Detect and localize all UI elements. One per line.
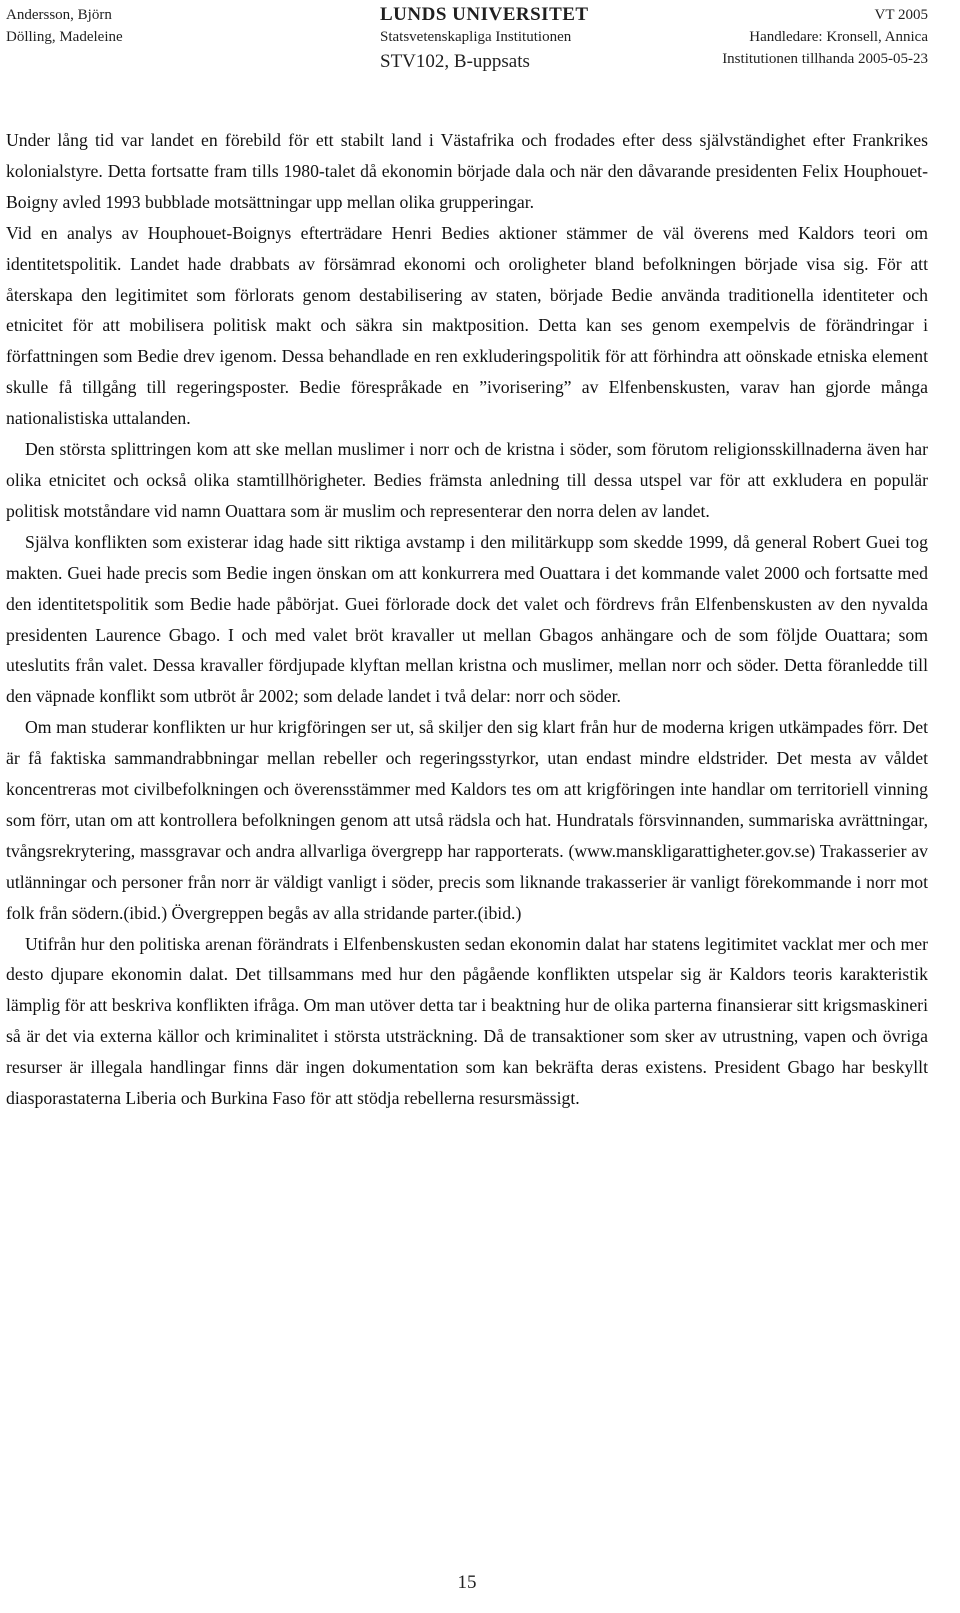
department-name: Statsvetenskapliga Institutionen xyxy=(380,29,572,45)
course-code: STV102, B-uppsats xyxy=(380,51,530,72)
supervisor: Handledare: Kronsell, Annica xyxy=(749,29,928,45)
paragraph: Under lång tid var landet en förebild för ett stabilt land i Västafrika och frodades efter dess självständighet efter Frankrikes kolonialstyre. Detta fortsatte fram tills 1980-talet då ekonomin började dala och när den dåvarande presidenten Felix Houphouet-Boigny avled 1993 bubblade motsättningar upp mellan olika grupperingar. xyxy=(6,130,928,212)
submission-date: Institutionen tillhanda 2005-05-23 xyxy=(722,51,928,67)
header-authors xyxy=(6,4,123,48)
paragraph: Vid en analys av Houphouet-Boignys efterträdare Henri Bedies aktioner stämmer de väl överens med Kaldors teori om identitetspolitik. Landet hade drabbats av försämrad ekonomi och oroligheter bland befolkningen började visa sig. För att återskapa den legitimitet som förlorats genom destabilisering av staten, började Bedie använda traditionella identiteter och etnicitet för att mobilisera politisk makt och säkra sin maktposition. Detta kan ses genom exempelvis de förändringar i författningen som Bedie drev igenom. Dessa behandlade en ren exkluderingspolitik för att förhindra att oönskade etniska element skulle få tillgång till regeringsposter. Bedie förespråkade en ”ivorisering” av Elfenbenskusten, varav han gjorde många nationalistiska uttalanden. xyxy=(6,222,928,429)
paragraph: Om man studerar konflikten ur hur krigföringen ser ut, så skiljer den sig klart från hur de moderna krigen utkämpades förr. Det är få faktiska sammandrabbningar mellan rebeller och regeringsstyrkor, utan endast mindre eldstrider. Det mesta av våldet koncentreras mot civilbefolkningen och överensstämmer med Kaldors tes om att krigföringen inte handlar om territoriell vinning som förr, utan om att kontrollera befolkningen genom att utså rädsla och hat. Hundratals försvinnanden, summariska avrättningar, tvångsrekrytering, massgravar och andra allvarliga övergrepp har rapporterats. (www.manskligarattigheter.gov.se) Trakasserier av utlänningar och personer från norr är väldigt vanligt i söder, precis som liknande trakasserier är vanligt förekommande i norr mot folk från södern.(ibid.) Övergreppen begås av alla stridande parter.(ibid.) xyxy=(6,717,928,923)
header-meta xyxy=(660,4,928,70)
paragraph: Den största splittringen kom att ske mellan muslimer i norr och de kristna i söder, som förutom religionsskillnaderna även har olika etnicitet och också olika stamtillhörigheter. Bedies främsta anledning till dessa utspel var för att exkludera en populär politisk motståndare vid namn Ouattara som är muslim och representerar den norra delen av landet. xyxy=(6,439,928,521)
semester: VT 2005 xyxy=(874,7,928,23)
header-institution xyxy=(380,4,640,76)
paragraph: Utifrån hur den politiska arenan förändrats i Elfenbenskusten sedan ekonomin dalat har statens legitimitet vacklat mer och mer desto djupare ekonomin dalat. Det tillsammans med hur den pågående konflikten utspelar sig är Kaldors teoris karakteristik lämplig för att beskriva konflikten ifråga. Om man utöver detta tar i beaktning hur de olika parterna finansierar sitt krigsmaskineri så är det via externa källor och kriminalitet i största utsträckning. Då de transaktioner som sker av utrustning, vapen och övriga resurser är illegala handlingar finns där ingen dokumentation som kan bekräfta deras existens. President Gbago har beskyllt diasporastaterna Liberia och Burkina Faso för att stödja rebellerna resursmässigt. xyxy=(6,933,928,1109)
body-text xyxy=(6,125,928,1114)
author-name: Andersson, Björn xyxy=(6,7,112,23)
university-name: LUNDS UNIVERSITET xyxy=(380,4,589,25)
paragraph: Själva konflikten som existerar idag hade sitt riktiga avstamp i den militärkupp som skedde 1999, då general Robert Guei tog makten. Guei hade precis som Bedie ingen önskan om att konkurrera med Ouattara i det kommande valet 2000 och fortsatte med den identitetspolitik som Bedie hade påbörjat. Guei förlorade dock det valet och fördrevs från Elfenbenskusten av den nyvalda presidenten Laurence Gbago. I och med valet bröt kravaller ut mellan Gbagos anhängare och de som följde Ouattara; som uteslutits från valet. Dessa kravaller fördjupade klyftan mellan kristna och muslimer, mellan norr och söder. Detta föranledde till den väpnade konflikt som utbröt år 2002; som delade landet i två delar: norr och söder. xyxy=(6,531,928,707)
author-name: Dölling, Madeleine xyxy=(6,29,123,45)
page-number: 15 xyxy=(457,1572,477,1593)
page-header xyxy=(0,0,960,76)
